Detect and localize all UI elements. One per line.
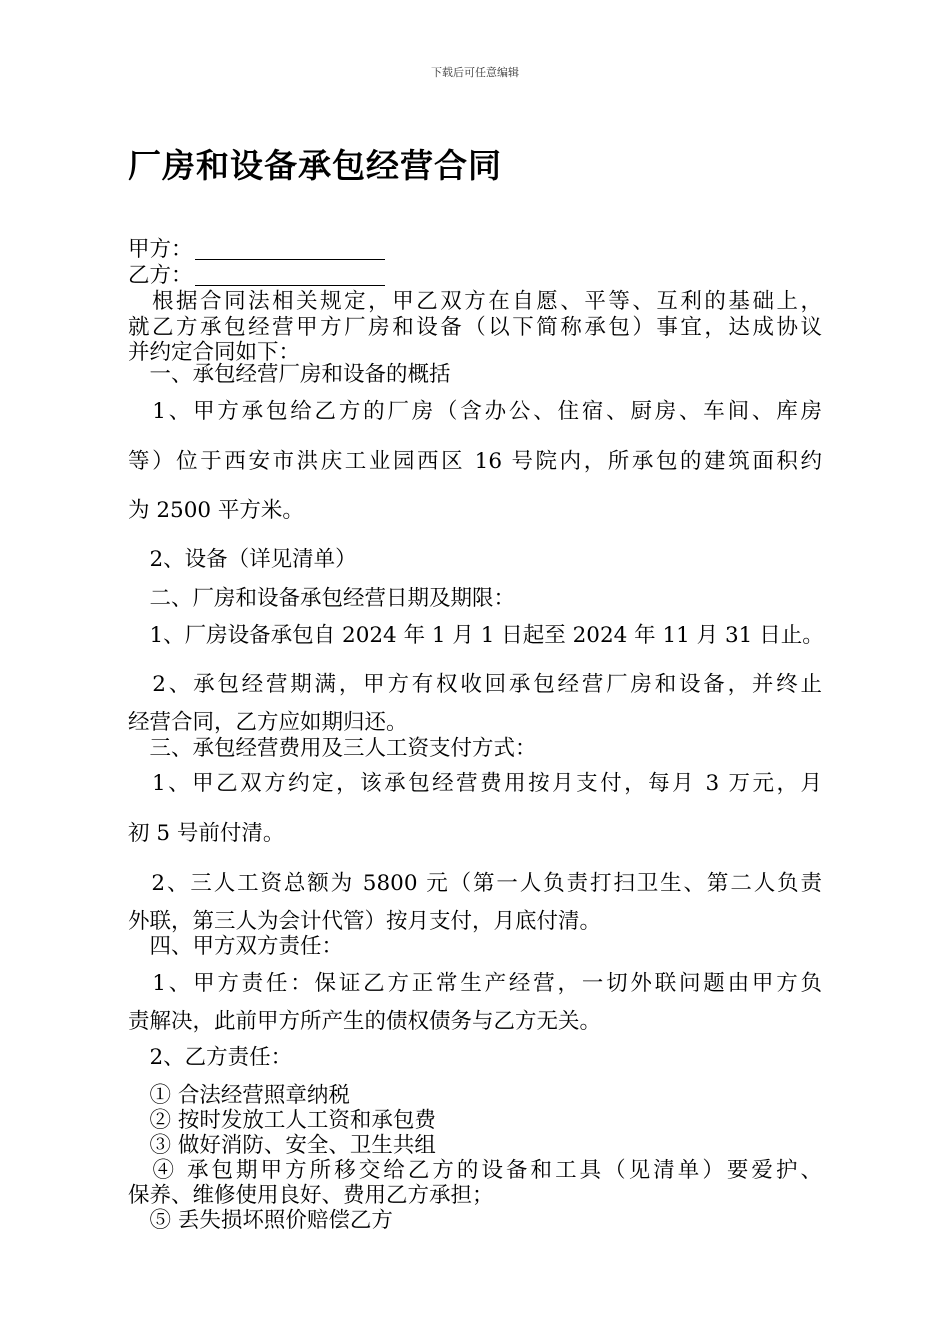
s1-item1-line1: 1、甲方承包给乙方的厂房（含办公、住宿、厨房、车间、库房: [128, 399, 822, 424]
party-b-line: [128, 262, 828, 289]
duty-item-4-line2: 保养、维修使用良好、费用乙方承担；: [128, 1183, 494, 1208]
duty-item-2: ② 按时发放工人工资和承包费: [128, 1108, 436, 1133]
duty-item-1: ① 合法经营照章纳税: [128, 1083, 350, 1108]
s4-item1-line1: 1、甲方责任：保证乙方正常生产经营，一切外联问题由甲方负: [128, 971, 822, 996]
s2-item2-line1: 2、承包经营期满，甲方有权收回承包经营厂房和设备，并终止: [128, 672, 822, 697]
s2-item2-line2: 经营合同，乙方应如期归还。: [128, 710, 408, 735]
party-a-line: [128, 236, 828, 263]
party-a-label: 甲方：: [128, 237, 193, 262]
section-3-heading: 三、承包经营费用及三人工资支付方式：: [128, 736, 537, 761]
intro-line-2: 就乙方承包经营甲方厂房和设备（以下简称承包）事宜，达成协议: [128, 315, 822, 340]
s3-item2-line1: 2、三人工资总额为 5800 元（第一人负责打扫卫生、第二人负责: [128, 871, 822, 896]
document-title: 厂房和设备承包经营合同: [128, 146, 502, 185]
section-1-heading: 一、承包经营厂房和设备的概括: [128, 362, 451, 387]
s3-item1-line2: 初 5 号前付清。: [128, 821, 285, 846]
party-b-label: 乙方：: [128, 263, 193, 288]
s2-item1: 1、厂房设备承包自 2024 年 1 月 1 日起至 2024 年 11 月 31 日止。: [128, 623, 824, 648]
s4-item2: 2、乙方责任：: [128, 1045, 293, 1070]
duty-item-5: ⑤ 丢失损坏照价赔偿乙方: [128, 1208, 393, 1233]
s1-item1-line3: 为 2500 平方米。: [128, 498, 304, 523]
s3-item1-line1: 1、甲乙双方约定，该承包经营费用按月支付，每月 3 万元，月: [128, 771, 822, 796]
s3-item2-line2: 外联，第三人为会计代管）按月支付，月底付清。: [128, 909, 602, 934]
duty-item-3: ③ 做好消防、安全、卫生共组: [128, 1133, 436, 1158]
party-b-blank: [195, 263, 385, 286]
header-note: 下载后可任意编辑: [431, 66, 519, 79]
party-a-blank: [195, 237, 385, 260]
s4-item1-line2: 责解决，此前甲方所产生的债权债务与乙方无关。: [128, 1009, 602, 1034]
s1-item1-line2: 等）位于西安市洪庆工业园西区 16 号院内，所承包的建筑面积约: [128, 449, 822, 474]
intro-line-3: 并约定合同如下：: [128, 340, 301, 365]
duty-item-4-line1: ④ 承包期甲方所移交给乙方的设备和工具（见清单）要爱护、: [128, 1158, 822, 1183]
section-4-heading: 四、甲方双方责任：: [128, 934, 344, 959]
section-2-heading: 二、厂房和设备承包经营日期及期限：: [128, 586, 516, 611]
intro-line-1: 根据合同法相关规定，甲乙双方在自愿、平等、互利的基础上，: [128, 289, 822, 314]
s1-item2: 2、设备（详见清单）: [128, 547, 357, 572]
